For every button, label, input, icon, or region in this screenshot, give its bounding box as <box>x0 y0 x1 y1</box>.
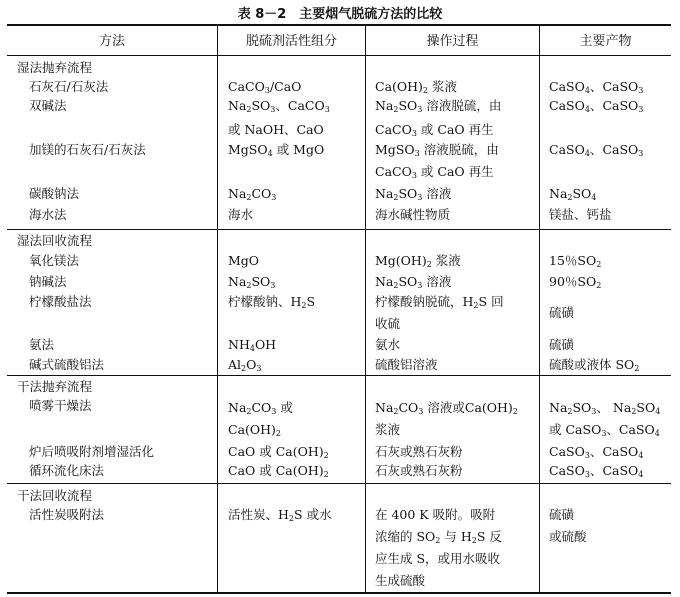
agent-cell: 海水 <box>228 207 254 222</box>
process-cell: 硫酸铝溶液 <box>375 357 438 372</box>
table-top-rule <box>7 24 671 26</box>
agent-cell: 活性炭、$H_2S$ 或水 <box>228 507 332 523</box>
process-cell: CaCO$_3$ 或 CaO 再生 <box>375 164 494 180</box>
header-process: 操作过程 <box>426 34 479 49</box>
agent-cell: MgSO$_4$ 或 MgO <box>228 142 325 158</box>
product-cell: 硫酸或液体 $SO_2$ <box>549 357 640 373</box>
process-cell: $Ca(OH)_2$ 浆液 <box>375 79 457 95</box>
group-rule <box>7 483 671 484</box>
product-cell: 硫磺 <box>549 337 575 352</box>
method-name: 柠檬酸盐法 <box>29 294 92 309</box>
group-rule <box>7 229 671 230</box>
agent-cell: CaCO$_3$/CaO <box>228 79 302 95</box>
agent-cell: CaO 或 $Ca(OH)_2$ <box>228 444 329 460</box>
product-cell: CaSO$_3$、CaSO$_4$ <box>549 463 644 479</box>
product-cell: CaSO$_3$、CaSO$_4$ <box>549 444 644 460</box>
column-rule <box>217 24 218 594</box>
process-cell: $Na_2SO_3$ 溶液脱硫，由 <box>375 98 502 114</box>
process-cell: 在 400 K 吸附。吸附 <box>375 507 496 522</box>
process-cell: $Na_2SO_3$ 溶液 <box>375 186 452 202</box>
process-cell: 浓缩的 $SO_2$ 与 $H_2S$ 反 <box>375 529 502 545</box>
process-cell: 海水碱性物质 <box>375 207 451 222</box>
agent-cell: $Na_2CO_3$ 或 <box>228 400 293 416</box>
process-cell: $Na_2SO_3$ 溶液 <box>375 274 452 290</box>
method-name: 石灰石/石灰法 <box>29 79 109 94</box>
comparison-table <box>7 24 671 594</box>
product-cell: 90％$SO_2$ <box>549 274 602 290</box>
process-cell: 应生成 S，或用水吸收 <box>375 551 501 566</box>
method-name: 循环流化床法 <box>29 463 105 478</box>
agent-cell: 柠檬酸钠、$H_2S$ <box>228 294 316 310</box>
method-name: 加镁的石灰石/石灰法 <box>29 142 146 157</box>
group-title: 干法抛弃流程 <box>17 379 93 394</box>
header-agent: 脱硫剂活性组分 <box>245 34 337 49</box>
method-name: 炉后喷吸附剂增湿活化 <box>29 444 155 459</box>
agent-cell: $Al_2O_3$ <box>228 357 262 373</box>
product-cell: 镁盐、钙盐 <box>549 207 612 222</box>
product-cell: 或硫酸 <box>549 529 587 544</box>
agent-cell: 或 NaOH、CaO <box>228 122 324 137</box>
group-title: 湿法抛弃流程 <box>17 60 93 75</box>
agent-cell: MgO <box>228 253 260 268</box>
process-cell: 石灰或熟石灰粉 <box>375 463 463 478</box>
process-cell: 生成硫酸 <box>375 573 426 588</box>
process-cell: 氨水 <box>375 337 401 352</box>
header-rule <box>7 55 671 56</box>
method-name: 钠碱法 <box>29 274 67 289</box>
method-name: 碳酸钠法 <box>29 186 80 201</box>
process-cell: 石灰或熟石灰粉 <box>375 444 463 459</box>
agent-cell: $Na_2SO_3$ <box>228 274 276 290</box>
product-cell: 或 CaSO$_3$、CaSO$_4$ <box>549 422 660 438</box>
group-title: 干法回收流程 <box>17 488 93 503</box>
agent-cell: $Ca(OH)_2$ <box>228 422 282 438</box>
process-cell: 收硫 <box>375 316 401 331</box>
column-rule <box>539 24 540 594</box>
product-cell: 15％$SO_2$ <box>549 253 602 269</box>
method-name: 氧化镁法 <box>29 253 80 268</box>
agent-cell: $NH_4OH$ <box>228 337 277 353</box>
product-cell: CaSO$_4$、CaSO$_3$ <box>549 142 644 158</box>
process-cell: $Na_2CO_3$ 溶液或$Ca(OH)_2$ <box>375 400 518 416</box>
group-rule <box>7 375 671 376</box>
process-cell: CaCO$_3$ 或 CaO 再生 <box>375 122 494 138</box>
agent-cell: CaO 或 $Ca(OH)_2$ <box>228 463 329 479</box>
table-bottom-rule <box>7 592 671 594</box>
table-caption: 表 8－2 主要烟气脱硫方法的比较 <box>237 7 443 22</box>
method-name: 活性炭吸附法 <box>29 507 105 522</box>
process-cell: 柠檬酸钠脱硫，$H_2S$ 回 <box>375 294 504 310</box>
method-name: 氨法 <box>29 337 55 352</box>
product-cell: CaSO$_4$、CaSO$_3$ <box>549 79 644 95</box>
method-name: 海水法 <box>29 207 67 222</box>
method-name: 碱式硫酸铝法 <box>29 357 105 372</box>
product-cell: $Na_2SO_4$ <box>549 186 597 202</box>
process-cell: 浆液 <box>375 422 401 437</box>
header-product: 主要产物 <box>579 34 632 49</box>
column-rule <box>365 24 366 594</box>
product-cell: $Na_2SO_3$、 $Na_2SO_4$ <box>549 400 661 416</box>
product-cell: 硫磺 <box>549 305 575 320</box>
process-cell: MgSO$_3$ 溶液脱硫，由 <box>375 142 499 158</box>
agent-cell: $Na_2SO_3$、CaCO$_3$ <box>228 98 330 114</box>
product-cell: 硫磺 <box>549 507 575 522</box>
agent-cell: $Na_2CO_3$ <box>228 186 277 202</box>
method-name: 喷雾干燥法 <box>29 398 92 413</box>
product-cell: CaSO$_4$、CaSO$_3$ <box>549 98 644 114</box>
group-title: 湿法回收流程 <box>17 233 93 248</box>
process-cell: $Mg(OH)_2$ 浆液 <box>375 253 461 269</box>
method-name: 双碱法 <box>29 98 67 113</box>
header-method: 方法 <box>98 34 125 49</box>
